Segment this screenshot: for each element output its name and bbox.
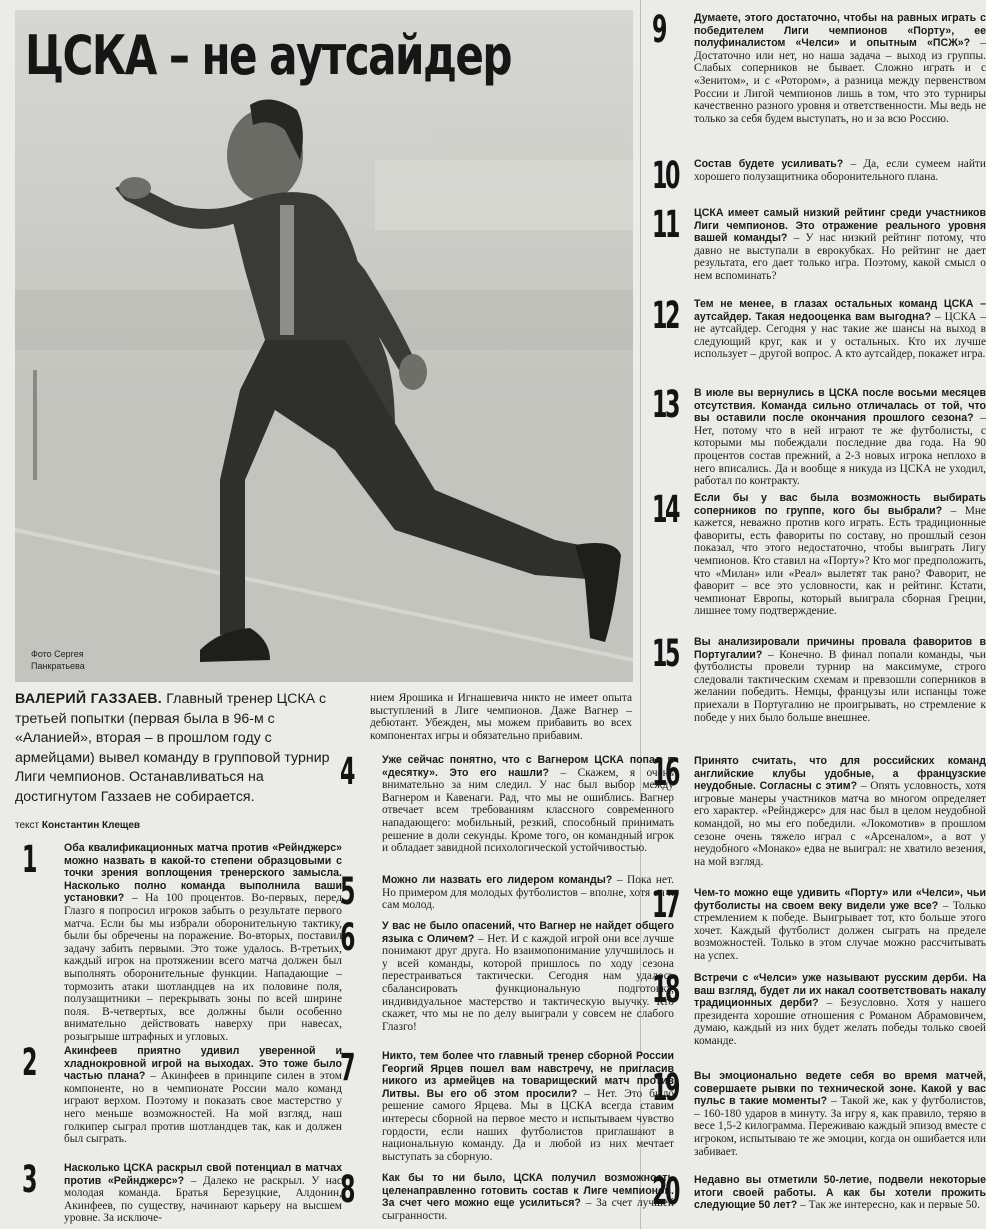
qa-question: Если бы у вас была возможность выбирать соперников по группе, кого бы выбрали? xyxy=(694,492,986,517)
qa-question: Чем-то можно еще удивить «Порту» или «Челси», чьи футболисты на своем веку видели уже все? xyxy=(694,887,986,912)
qa-question: Оба квалификационных матча против «Рейнджерс» можно назвать в какой-то степени образцовыми с точки зрения воплощения тренерского замысла. Насколько полно команда выполнила ваши установки? xyxy=(64,842,342,905)
qa-answer: – На 100 процентов. Во-первых, перед Глазго я попросил игроков забыть о результате первого матча. Если бы мы избрали оборонительную тактику, были бы обречены на поражение. Во-вторых, поставил задачу забить первыми. Это тоже удалось. В-третьих, каждый игрок на протяжении всего матча должен был выполнять оборонительные функции. Нападающие – тормозить атаки шотландцев на их половине поля, полузащитники – перекрывать зоны по всей ширине поля. В-четвертых, все должны были особенно внимательно действовать наверху при навесах, розыгрыше штрафных и угловых. xyxy=(64,892,342,1043)
qa-item-9 xyxy=(652,8,986,125)
qa-item-2 xyxy=(22,1041,342,1146)
photo-credit-line2: Панкратьева xyxy=(31,661,85,671)
qa-answer: – Такой же, как у футболистов, – 160-180 ударов в минуту. За игру я, как правило, теряю в весе 1,5-2 килограмма. Переживаю каждый эпизод вместе с игроком, испытываю те же эмоции, когда он ошибается или забивает. xyxy=(694,1095,986,1158)
qa-item-1 xyxy=(22,838,342,1044)
photo xyxy=(15,10,633,682)
qa-question: Недавно вы отметили 50-летие, подвели некоторые итоги своей работы. А как бы хотели прожить следующие 50 лет? xyxy=(694,1174,986,1212)
headline: ЦСКА – не аутсайдер xyxy=(25,24,512,87)
qa-answer: – У нас низкий рейтинг потому, что давно не выступали в еврокубках. Но рейтинг не дает результата, его дает только игра. Поэтому, какой смысл о нем вспоминать? xyxy=(694,232,986,282)
qa-number: 18 xyxy=(652,968,679,1011)
qa-question: В июле вы вернулись в ЦСКА после восьми месяцев отсутствия. Команда сильно отличалась от той, что вы оставили после окончания прошлого сезона? xyxy=(694,387,986,425)
qa-question: У вас не было опасений, что Вагнер не найдет общего языка с Оличем? xyxy=(382,920,674,945)
qa-item-12 xyxy=(652,294,986,361)
qa-answer: – За счет лучшей сыгранности. xyxy=(382,1197,674,1222)
qa-question: Уже сейчас понятно, что с Вагнером ЦСКА попал в «десятку». Это его нашли? xyxy=(382,754,674,779)
qa-number: 12 xyxy=(652,294,679,337)
photo-credit xyxy=(31,648,111,672)
qa-number: 3 xyxy=(22,1158,36,1201)
qa-answer: – Так же интересно, как и первые 50. xyxy=(800,1199,980,1212)
qa-question: Состав будете усиливать? xyxy=(694,158,851,170)
lead-text: Главный тренер ЦСКА с третьей попытки (первая была в 96-м с «Аланией», вторая – в прошлом году с армейцами) вывел команду в групповой турнир Лиги чемпионов. Останавливаться на достигнутом Газзаев не собирается. xyxy=(15,691,330,805)
qa-number: 14 xyxy=(652,488,679,531)
qa-item-3 xyxy=(22,1158,342,1225)
qa-question: Акинфеев приятно удивил уверенной и хладнокровной игрой на выходах. Это тоже было частью плана? xyxy=(64,1045,342,1083)
qa-number: 11 xyxy=(652,203,679,246)
qa-number: 10 xyxy=(652,154,679,197)
coach-running-photo xyxy=(15,10,633,682)
qa-item-20 xyxy=(652,1170,986,1213)
qa-question: ЦСКА имеет самый низкий рейтинг среди участников Лиги чемпионов. Это отражение реального уровня вашей команды? xyxy=(694,207,986,245)
qa-answer: – Только стремлением к победе. Выигрывает тот, кто больше этого хочет. Каждый футболист должен сыграть на пределе возможностей. Только в этом случае можно рассчитывать на успех. xyxy=(694,899,986,962)
column-rule xyxy=(640,0,641,1229)
qa-number: 17 xyxy=(652,883,679,926)
qa-answer: – Далеко не раскрыл. У нас молодая команда. Братья Березуцкие, Алдонин, Акинфеев, по существу, начинают карьеру на высшем уровне. За исключе- xyxy=(64,1174,342,1225)
qa-number: 2 xyxy=(22,1041,36,1084)
byline xyxy=(15,820,140,831)
qa-question: Принято считать, что для российских команд английские клубы удобные, а французские неудобные. Согласны с этим? xyxy=(694,755,986,793)
qa-number: 8 xyxy=(340,1168,354,1211)
lead-paragraph xyxy=(15,690,335,807)
qa-question: Думаете, этого достаточно, чтобы на равных играть с победителем Лиги чемпионов «Порту», ее полуфиналистом «Челси» и опытным «ПСЖ»? xyxy=(694,12,986,50)
qa-answer: – Да, если сумеем найти хорошего полузащитника оборонительного плана. xyxy=(694,158,986,183)
qa-number: 20 xyxy=(652,1170,679,1213)
qa-number: 15 xyxy=(652,632,679,675)
qa-answer: – Конечно. В финал попали команды, чьи футболисты провели турнир на максимуме, строго следовали тактическим схемам и превзошли соперников в желании победить. Немцы, французы или испанцы тоже приехали в Португалию не проигрывать, но стремление к победе у них было больше внешнее. xyxy=(694,648,986,724)
qa-number: 19 xyxy=(652,1066,679,1109)
qa-item-16 xyxy=(652,751,986,868)
qa-question: Вы анализировали причины провала фаворитов в Португалии? xyxy=(694,636,986,661)
qa-number: 5 xyxy=(340,870,354,913)
qa-item-19 xyxy=(652,1066,986,1158)
qa-answer: – Пока нет. Но примером для молодых футболистов – вполне, хотя он и сам молод. xyxy=(382,874,674,912)
qa-item-13 xyxy=(652,383,986,488)
qa-item-14 xyxy=(652,488,986,618)
qa-number: 9 xyxy=(652,8,666,51)
qa-question: Как бы то ни было, ЦСКА получил возможность целенаправленно готовить состав к Лиге чемпионов. За счет чего можно еще усилиться? xyxy=(382,1172,674,1210)
qa-answer: – Нет. И с каждой игрой они все лучше понимают друг друга. Но взаимопонимание улучшилось и у всей команды, которой пришлось по ходу сезона перестраиваться тактически. Сегодня нам удалось сбалансировать функциональную подготовку, индивидуальное мастерство и тактическую выучку. Кто скажет, что мы не по делу выиграли у совсем не слабого Глазго! xyxy=(382,932,674,1033)
qa-answer: – ЦСКА – не аутсайдер. Сегодня у нас такие же шансы на выход в следующий круг, как и у остальных. Кто их лучше использует – другой вопрос. А кто аутсайдер, покажет игра. xyxy=(694,310,986,361)
qa-item-11 xyxy=(652,203,986,283)
photo-credit-line1: Фото Сергея xyxy=(31,649,84,659)
qa-answer: – Нет, потому что в ней играют те же футболисты, с которыми мы побеждали последние два года. На 90 процентов состав прежний, а 2-3 новых игрока неплохо в него вписались. Да и вообще я никуда из ЦСКА не уходил, работал по контракту. xyxy=(694,412,986,488)
qa-answer: – Скажем, я очень внимательно за ним следил. У нас был выбор между Вагнером и Кавенаги. Рад, что мы не ошиблись. Вагнер отвечает всем требованиям классного современного нападающего: мобильный, резкий, способный принимать решение в доли секунды. Кроме того, он командный игрок и обладает завидной психологической устойчивостью. xyxy=(382,766,674,855)
qa-answer: – Опять условность, хотя игровые манеры участников матча во многом определяет его характер. «Рейнджерс» для нас был в целом неудобной командой, но мы его победили. «Локомотив» в прошлом сезоне очень тяжело играл с «Арсеналом», а вот у неудобного «Монако» едва не выиграл: не хватило везения, на мой взгляд. xyxy=(694,780,986,868)
qa-item-15 xyxy=(652,632,986,724)
qa-item-17 xyxy=(652,883,986,963)
qa-answer: – Достаточно или нет, но наша задача – выход из группы. Слабых соперников не бывает. Сложно играть и с «Зенитом», и с «Ротором», а разница между первенством России и Лигой чемпионов лишь в том, что это турниры качественно разного уровня и ответственности. Мы ведь не только за себя будем выступать, но и за всю Россию. xyxy=(694,37,986,125)
qa-number: 13 xyxy=(652,383,679,426)
qa-number: 1 xyxy=(22,838,36,881)
qa-answer: – Мне кажется, неважно против кого играть. Есть традиционные фавориты, есть фавориты по составу, но прошлый сезон показал, что этого недостаточно, чтобы выиграть Лигу чемпионов. Кто ставил на «Порту»? Кто мог предположить, что «Милан» или «Реал» вылетят так рано? Фаворит, не фаворит – все это условности, как и рейтинг. Кстати, чемпионат Европы, который выиграла сборная Греции, лишнее тому подтверждение. xyxy=(694,504,986,618)
qa-item-10 xyxy=(652,154,986,197)
qa-number: 6 xyxy=(340,916,354,959)
lead-name: ВАЛЕРИЙ ГАЗЗАЕВ. xyxy=(15,691,167,707)
qa-number: 4 xyxy=(340,750,354,793)
qa-question: Можно ли назвать его лидером команды? xyxy=(382,874,617,886)
qa-question: Встречи с «Челси» уже называют русским дерби. На ваш взгляд, будет ли их накал соответствовать накалу традиционных дерби? xyxy=(694,972,986,1010)
qa-answer: – Нет. Это было решение самого Ярцева. Мы в ЦСКА всегда ставим интересы сборной на первое место и испытываем чувство гордости, если наших футболистов приглашают в национальную команду. Да и любой из них мечтает выступать за сборную. xyxy=(382,1087,674,1163)
qa-item-6 xyxy=(340,916,674,1033)
qa-item-8 xyxy=(340,1168,674,1222)
qa-number: 16 xyxy=(652,751,679,794)
qa-item-4 xyxy=(340,750,674,855)
qa-question: Никто, тем более что главный тренер сборной России Георгий Ярцев пошел вам навстречу, не пригласив никого из армейцев на товарищеский матч против Литвы. Вы его об этом просили? xyxy=(382,1050,674,1100)
qa-item-18 xyxy=(652,968,986,1048)
qa-number: 7 xyxy=(340,1046,354,1089)
qa-answer: – Безусловно. Хотя у нашего президента хорошие отношения с Романом Абрамовичем, думаю, каждый из них будет желать победы только своей команде. xyxy=(694,997,986,1047)
qa-question: Насколько ЦСКА раскрыл свой потенциал в матчах против «Рейнджерс»? xyxy=(64,1162,342,1187)
byline-author: Константин Клещев xyxy=(41,820,141,831)
qa-item-7 xyxy=(340,1046,674,1163)
qa-question: Тем не менее, в глазах остальных команд ЦСКА – аутсайдер. Такая недооценка вам выгодна? xyxy=(694,298,986,323)
qa-item-5 xyxy=(340,870,674,913)
continuation-text: нием Ярошика и Игнашевича никто не имеет опыта выступлений в Лиге чемпионов. Даже Вагнер – дебютант. Убежден, мы можем прибавить во всех компонентах игры и обязательно прибавим. xyxy=(370,692,632,742)
byline-prefix: текст xyxy=(15,820,42,831)
qa-answer: – Акинфеев в принципе силен в этом компоненте, но в чемпионате России мало команд играют верхом. Поэтому и показать свое мастерство у него меньше возможностей. На мой взгляд, наш голкипер сыграл против шотландцев так, как и должен был сыграть. xyxy=(64,1070,342,1146)
qa-question: Вы эмоционально ведете себя во время матчей, совершаете рывки по технической зоне. Какой у вас пульс в такие моменты? xyxy=(694,1070,986,1108)
